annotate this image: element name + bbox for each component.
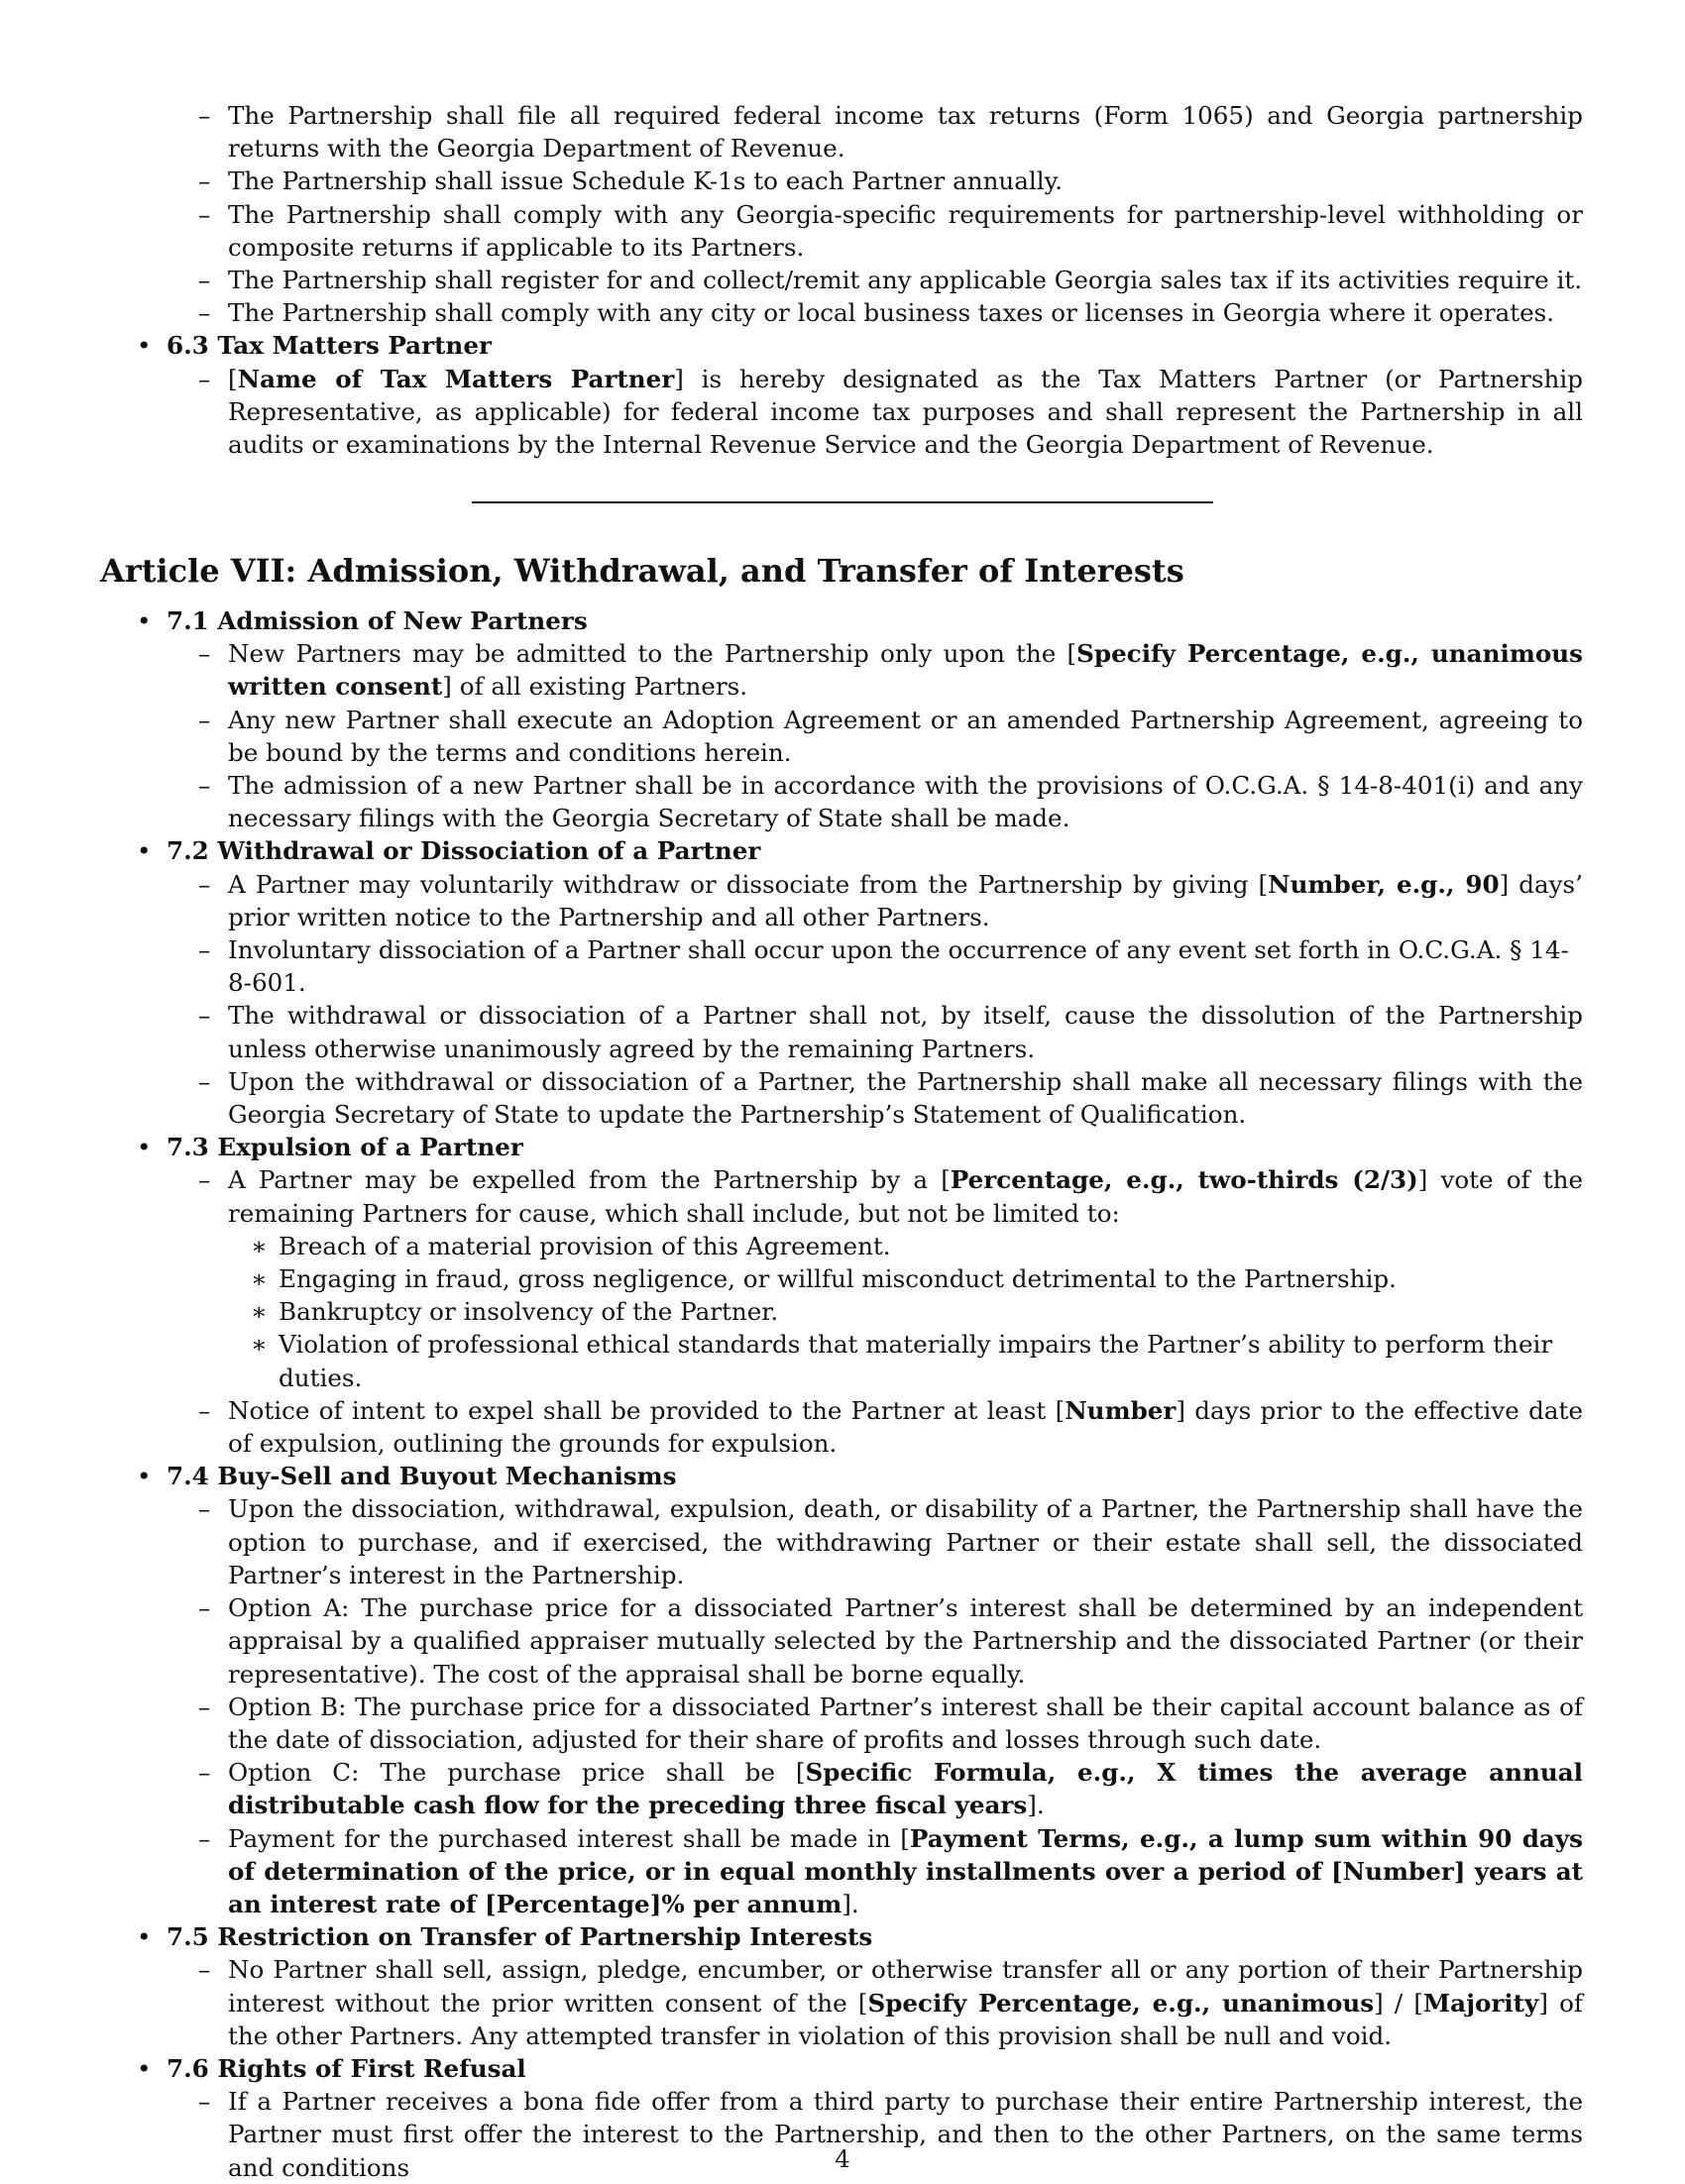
text-run: No Partner shall sell, assign, pledge, encumber, or otherwise transfer all or any portion of their Partnership interest without the prior written consent of the [ [228, 1955, 1583, 2018]
list-item [0, 637, 1685, 703]
section-heading-text: 7.2 Withdrawal or Dissociation of a Partner [167, 836, 761, 866]
list-item-text: The withdrawal or dissociation of a Partner shall not, by itself, cause the dissolution of the Partnership unless otherwise unanimously agreed by the remaining Partners. [228, 1001, 1583, 1063]
list-item [0, 198, 1685, 264]
list-item-text: The Partnership shall comply with any Georgia-specific requirements for partnership-level withholding or composite returns if applicable to its Partners. [228, 199, 1583, 262]
dash-marker: – [198, 705, 211, 734]
placeholder-field: Majority [1422, 1988, 1539, 2018]
placeholder-field: Specify Percentage, e.g., unanimous written consent [228, 639, 1583, 702]
list-item-text: If a Partner receives a bona fide offer from a third party to purchase their entire Partnership interest, the Partner must first offer the interest to the Partnership, and then to the other Partners, on the same terms and conditions [228, 2087, 1583, 2182]
list-item-text: Upon the withdrawal or dissociation of a Partner, the Partnership shall make all necessary filings with the Georgia Secretary of State to update the Partnership’s Statement of Qualification. [228, 1066, 1583, 1130]
placeholder-field: Specific Formula, e.g., X times the average annual distributable cash flow for the preceding three fiscal years [228, 1758, 1583, 1820]
list-item [0, 363, 1685, 462]
dash-marker: – [198, 2087, 211, 2117]
text-run: Option C: The purchase price shall be [ [228, 1758, 806, 1788]
list-item-text: The Partnership shall comply with any city or local business taxes or licenses in Georgia where it operates. [228, 298, 1555, 328]
dash-marker: – [198, 639, 211, 669]
dash-marker: – [198, 1955, 211, 1985]
dash-marker: – [198, 869, 211, 899]
list-item-text: The Partnership shall file all required federal income tax returns (Form 1065) and Georgia partnership returns with the Georgia Department of Revenue. [228, 101, 1583, 164]
horizontal-rule [472, 501, 1213, 503]
section-heading-7-2 [0, 834, 1685, 867]
dash-marker: – [198, 1494, 211, 1524]
list-item-text: Option B: The purchase price for a dissociated Partner’s interest shall be their capital account balance as of the date of dissociation, adjusted for their share of profits and losses through such date. [228, 1692, 1583, 1754]
text-run: ] / [ [1374, 1988, 1423, 2018]
section-heading-text: 7.4 Buy-Sell and Buyout Mechanisms [167, 1462, 677, 1491]
star-marker: ∗ [251, 1330, 268, 1360]
list-item [0, 769, 1685, 834]
list-item [0, 264, 1685, 296]
placeholder-field: Percentage, e.g., two-thirds (2/3) [950, 1165, 1418, 1195]
dash-marker: – [198, 298, 211, 328]
list-item [0, 164, 1685, 197]
dash-marker: – [198, 1066, 211, 1096]
sub-list-item [0, 1230, 1685, 1262]
list-item [0, 704, 1685, 769]
sub-list-item-text: Engaging in fraud, gross negligence, or willful misconduct detrimental to the Partnership. [279, 1264, 1397, 1294]
article-7-body [0, 604, 1685, 2184]
bullet-marker: • [137, 331, 152, 361]
section-heading-7-3 [0, 1131, 1685, 1163]
dash-marker: – [198, 101, 211, 130]
section-heading-7-1 [0, 604, 1685, 637]
page-number: 4 [835, 2144, 850, 2173]
text-run: ] days’ prior written notice to the Partnership and all other Partners. [228, 869, 1583, 931]
list-item [0, 296, 1685, 329]
bullet-marker: • [137, 606, 152, 635]
list-item-text: Upon the dissociation, withdrawal, expulsion, death, or disability of a Partner, the Partnership shall have the option to purchase, and if exercised, the withdrawing Partner or their estate shall sell, the dissociated Partner’s interest in the Partnership. [228, 1494, 1583, 1589]
list-item-text: The Partnership shall issue Schedule K-1s to each Partner annually. [228, 166, 1064, 196]
bullet-marker: • [137, 836, 152, 866]
dash-marker: – [198, 199, 211, 229]
sub-list-item [0, 1262, 1685, 1295]
list-item [0, 99, 1685, 164]
dash-marker: – [198, 1758, 211, 1788]
sub-list-item [0, 1328, 1685, 1393]
bullet-marker: • [137, 2053, 152, 2083]
list-item-text: The Partnership shall register for and collect/remit any applicable Georgia sales tax if its activities require it. [228, 266, 1583, 295]
section-heading-7-4 [0, 1460, 1685, 1492]
dash-marker: – [198, 1823, 211, 1853]
sub-list-item-text: Breach of a material provision of this Agreement. [279, 1231, 891, 1260]
dash-marker: – [198, 1593, 211, 1623]
list-item [0, 1163, 1685, 1229]
dash-marker: – [198, 771, 211, 801]
sub-list-item [0, 1295, 1685, 1328]
placeholder-field: Name of Tax Matters Partner [237, 364, 675, 393]
text-run: ] vote of the remaining Partners for cause, which shall include, but not be limited to: [228, 1165, 1583, 1228]
sub-list-item-text: Bankruptcy or insolvency of the Partner. [279, 1297, 779, 1327]
section-heading-7-5 [0, 1920, 1685, 1953]
text-run: ] of the other Partners. Any attempted transfer in violation of this provision shall be null and void. [228, 1988, 1583, 2050]
bullet-marker: • [137, 1922, 152, 1952]
section-heading-7-6 [0, 2052, 1685, 2085]
text-run: ]. [1027, 1791, 1045, 1820]
text-run: ] is hereby designated as the Tax Matters Partner (or Partnership Representative, as applicable) for federal income tax purposes and shall represent the Partnership in all audits or examinations by the Internal Revenue Service and the Georgia Department of Revenue. [228, 364, 1583, 460]
sub-list-item-text: Violation of professional ethical standards that materially impairs the Partner’s ability to perform their duties. [279, 1330, 1553, 1392]
section-heading-text: 7.3 Expulsion of a Partner [167, 1133, 523, 1162]
placeholder-field: Number [1065, 1395, 1177, 1425]
list-item [0, 868, 1685, 933]
list-item-text: Any new Partner shall execute an Adoption Agreement or an amended Partnership Agreement, agreeing to be bound by the terms and conditions herein. [228, 705, 1583, 767]
bullet-marker: • [137, 1462, 152, 1491]
article-heading: Article VII: Admission, Withdrawal, and Transfer of Interests [100, 552, 1184, 590]
dash-marker: – [198, 935, 211, 965]
list-item [0, 1394, 1685, 1460]
list-item [0, 1065, 1685, 1131]
section-heading-text: 6.3 Tax Matters Partner [167, 331, 492, 361]
section-heading-text: 7.5 Restriction on Transfer of Partnership Interests [167, 1922, 873, 1952]
section-heading-text: 7.6 Rights of First Refusal [167, 2053, 526, 2083]
dash-marker: – [198, 1001, 211, 1031]
text-run: Notice of intent to expel shall be provided to the Partner at least [ [228, 1395, 1066, 1425]
placeholder-field: Number, e.g., 90 [1268, 869, 1500, 899]
text-run: ] days prior to the effective date of expulsion, outlining the grounds for expulsion. [228, 1395, 1583, 1459]
section-heading-text: 7.1 Admission of New Partners [167, 606, 588, 635]
dash-marker: – [198, 364, 211, 393]
text-run: A Partner may voluntarily withdraw or dissociate from the Partnership by giving [ [228, 869, 1269, 899]
placeholder-field: Payment Terms, e.g., a lump sum within 90 days of determination of the price, or in equal monthly installments over a period of [Number] years at an interest rate of [Percentage]% per annum [228, 1823, 1583, 1918]
placeholder-field: Specify Percentage, e.g., unanimous [867, 1988, 1375, 2018]
list-item [0, 1591, 1685, 1691]
star-marker: ∗ [251, 1231, 268, 1260]
list-item [0, 1756, 1685, 1821]
text-run: Payment for the purchased interest shall be made in [ [228, 1823, 910, 1853]
list-item [0, 1953, 1685, 2052]
text-run: ] of all existing Partners. [442, 672, 748, 702]
list-item-text: The admission of a new Partner shall be in accordance with the provisions of O.C.G.A. § 14-8-401(i) and any necessary filings with the Georgia Secretary of State shall be made. [228, 771, 1583, 833]
list-item [0, 933, 1685, 999]
text-run: New Partners may be admitted to the Partnership only upon the [ [228, 639, 1077, 669]
dash-marker: – [198, 166, 211, 196]
text-run: A Partner may be expelled from the Partnership by a [ [228, 1165, 951, 1195]
text-run: [ [228, 364, 238, 393]
list-item-text: Option A: The purchase price for a dissociated Partner’s interest shall be determined by an independent appraisal by a qualified appraiser mutually selected by the Partnership and the dissociated Partner (or their representative). The cost of the appraisal shall be borne equally. [228, 1593, 1583, 1689]
list-item-text: Involuntary dissociation of a Partner shall occur upon the occurrence of any event set forth in O.C.G.A. § 14-8-601. [228, 935, 1569, 998]
dash-marker: – [198, 266, 211, 295]
star-marker: ∗ [251, 1264, 268, 1294]
list-item [0, 1492, 1685, 1591]
list-item [0, 999, 1685, 1064]
list-item [0, 1691, 1685, 1756]
section-6-continuation [0, 99, 1685, 461]
bullet-marker: • [137, 1133, 152, 1162]
text-run: ]. [842, 1889, 859, 1918]
dash-marker: – [198, 1692, 211, 1721]
section-heading-6-3 [0, 329, 1685, 362]
dash-marker: – [198, 1165, 211, 1195]
dash-marker: – [198, 1395, 211, 1425]
star-marker: ∗ [251, 1297, 268, 1327]
list-item [0, 1822, 1685, 1921]
